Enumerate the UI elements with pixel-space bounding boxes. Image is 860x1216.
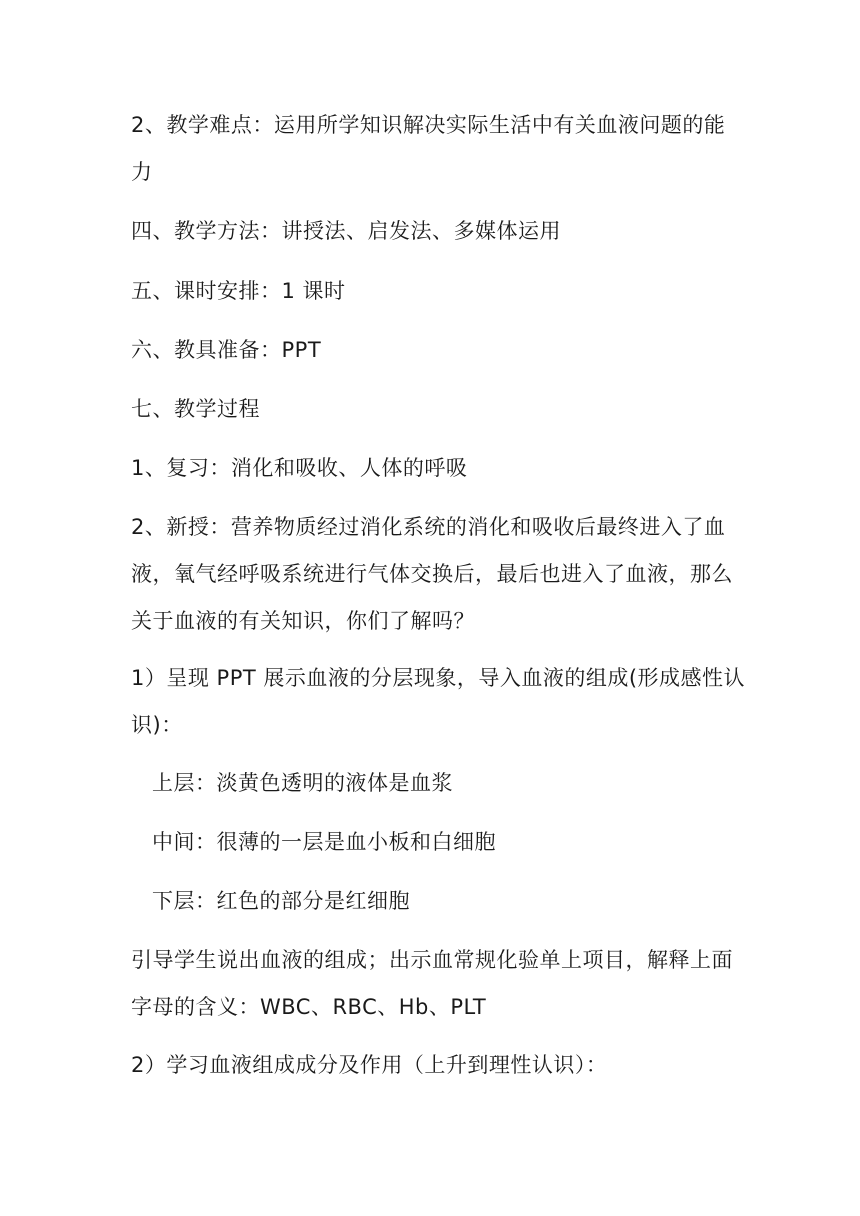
text-line: 字母的含义：WBC、RBC、Hb、PLT	[131, 995, 487, 1019]
text-line: 下层：红色的部分是红细胞	[152, 889, 410, 913]
text-line: 六、教具准备：PPT	[131, 338, 322, 362]
text-line: 中间：很薄的一层是血小板和白细胞	[152, 830, 496, 854]
paragraph-blood-test-guide	[131, 937, 741, 1031]
paragraph-class-hours	[131, 268, 741, 315]
text-line: 2、教学难点：运用所学知识解决实际生活中有关血液问题的能	[131, 113, 726, 137]
paragraph-teaching-difficulty	[131, 102, 741, 196]
text-line: 2、新授：营养物质经过消化系统的消化和吸收后最终进入了血	[131, 515, 726, 539]
text-line: 力	[131, 160, 153, 184]
paragraph-ppt-layering	[131, 655, 746, 749]
text-line: 1、复习：消化和吸收、人体的呼吸	[131, 456, 468, 480]
paragraph-teaching-process-heading	[131, 386, 741, 433]
text-line: 上层：淡黄色透明的液体是血浆	[152, 771, 453, 795]
paragraph-review	[131, 445, 741, 492]
text-line: 引导学生说出血液的组成；出示血常规化验单上项目，解释上面	[131, 948, 733, 972]
text-line: 液，氧气经呼吸系统进行气体交换后，最后也进入了血液，那么	[131, 562, 733, 586]
paragraph-teaching-aids	[131, 327, 741, 374]
text-line: 五、课时安排：1 课时	[131, 279, 346, 303]
paragraph-blood-components	[131, 1042, 741, 1089]
text-line: 四、教学方法：讲授法、启发法、多媒体运用	[131, 219, 561, 243]
text-line: 2）学习血液组成成分及作用（上升到理性认识）：	[131, 1053, 608, 1077]
text-line: 七、教学过程	[131, 397, 260, 421]
text-line: 识)：	[131, 713, 183, 737]
paragraph-middle-layer	[152, 819, 762, 866]
paragraph-lower-layer	[152, 878, 762, 925]
text-line: 关于血液的有关知识，你们了解吗？	[131, 609, 475, 633]
paragraph-upper-layer	[152, 760, 762, 807]
text-line: 1）呈现 PPT 展示血液的分层现象，导入血液的组成(形成感性认	[131, 666, 746, 690]
paragraph-new-lesson	[131, 504, 741, 645]
paragraph-teaching-methods	[131, 208, 741, 255]
